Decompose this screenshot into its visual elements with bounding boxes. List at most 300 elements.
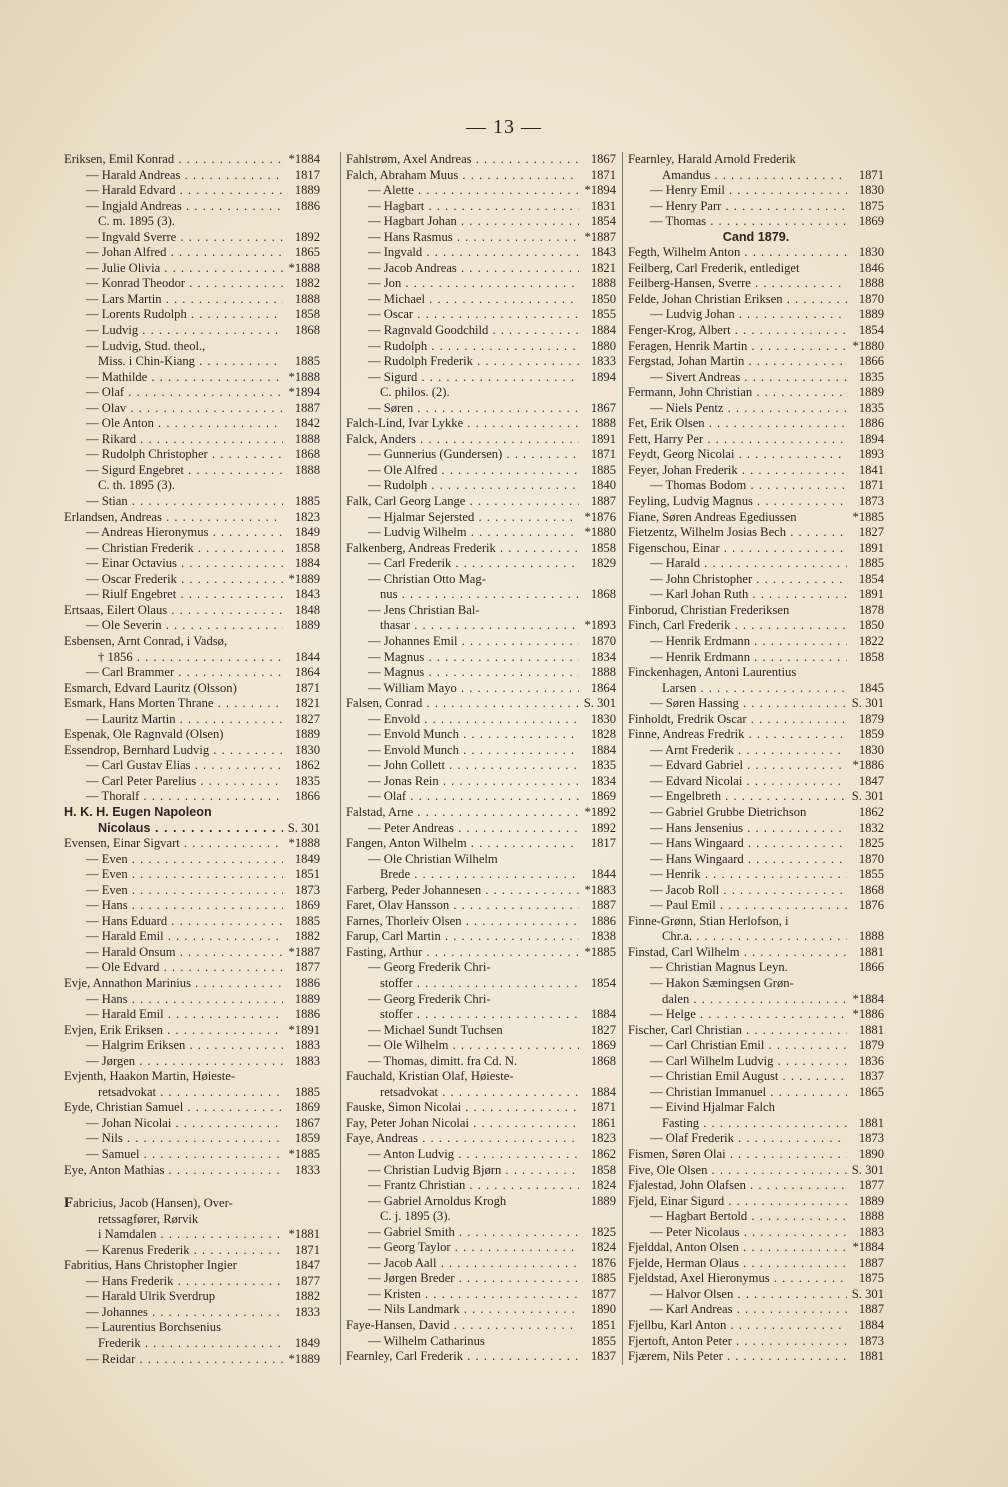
entry-name: — Stian . . . bbox=[64, 494, 283, 510]
entry-name: Finch, Carl Frederik . . . bbox=[628, 618, 847, 634]
entry-year: 1892 bbox=[590, 820, 616, 835]
entry-year: 1881 bbox=[858, 1349, 884, 1364]
entry-year: 1827 bbox=[590, 1022, 616, 1037]
entry-name: — Riulf Engebret . . . bbox=[64, 587, 283, 603]
register-entry bbox=[64, 230, 320, 246]
register-entry bbox=[64, 556, 320, 572]
entry-name: — Carl Frederik . . . bbox=[346, 556, 579, 572]
entry-year: 1817 bbox=[590, 836, 616, 851]
register-entry bbox=[628, 1334, 884, 1350]
entry-year: 1877 bbox=[858, 1178, 884, 1193]
entry-year: 1837 bbox=[590, 1349, 616, 1364]
entry-name: — Ragnvald Goodchild . . . bbox=[346, 323, 579, 339]
entry-name: Feilberg-Hansen, Sverre . . . bbox=[628, 276, 847, 292]
entry-year: 1880 bbox=[590, 338, 616, 353]
register-entry bbox=[64, 447, 320, 463]
entry-year: 1884 bbox=[590, 323, 616, 338]
entry-year: 1871 bbox=[858, 478, 884, 493]
entry-year: S. 301 bbox=[851, 696, 884, 711]
entry-year: 1866 bbox=[294, 789, 320, 804]
register-entry bbox=[64, 650, 320, 666]
entry-year: 1889 bbox=[858, 385, 884, 400]
entry-year: 1886 bbox=[294, 1007, 320, 1022]
entry-name: Fauchald, Kristian Olaf, Høieste- bbox=[346, 1069, 514, 1084]
entry-name: — Gabriel Arnoldus Krogh bbox=[368, 1193, 507, 1208]
register-entry bbox=[346, 1100, 616, 1116]
entry-name: — Ingvald Sverre . . . bbox=[64, 230, 283, 246]
entry-year: 1884 bbox=[294, 556, 320, 571]
entry-year: 1870 bbox=[858, 851, 884, 866]
entry-name: — Sigurd Engebret . . . bbox=[64, 463, 283, 479]
register-entry bbox=[64, 152, 320, 168]
register-entry bbox=[64, 681, 320, 697]
entry-name: Eyde, Christian Samuel . . . bbox=[64, 1100, 283, 1116]
register-entry bbox=[346, 1349, 616, 1365]
entry-name: C. philos. (2). bbox=[380, 385, 450, 400]
entry-name: — Einar Octavius . . . bbox=[64, 556, 283, 572]
entry-year: 1881 bbox=[858, 1115, 884, 1130]
entry-year: 1851 bbox=[294, 867, 320, 882]
entry-year: *1881 bbox=[288, 1227, 320, 1242]
entry-name: Falch, Abraham Muus . . . bbox=[346, 168, 579, 184]
register-entry bbox=[628, 789, 884, 805]
entry-year: 1882 bbox=[294, 929, 320, 944]
entry-year: 1833 bbox=[294, 1304, 320, 1319]
entry-year: *1885 bbox=[852, 509, 884, 524]
entry-name: — Jacob Andreas . . . bbox=[346, 261, 579, 277]
entry-name: — Harald . . . bbox=[628, 556, 847, 572]
entry-name: Fangen, Anton Wilhelm . . . bbox=[346, 836, 579, 852]
column-3 bbox=[622, 152, 884, 1365]
register-entry bbox=[628, 929, 884, 945]
entry-name: — Michael . . . bbox=[346, 292, 579, 308]
register-entry bbox=[346, 1256, 616, 1272]
entry-name: Chr.a. . . . bbox=[628, 929, 847, 945]
entry-name: — Gabriel Smith . . . bbox=[346, 1225, 579, 1241]
entry-year: 1830 bbox=[858, 245, 884, 260]
register-entry bbox=[64, 852, 320, 868]
register-entry bbox=[628, 898, 884, 914]
register-entry bbox=[628, 1131, 884, 1147]
register-entry bbox=[346, 152, 616, 168]
entry-year: 1841 bbox=[858, 462, 884, 477]
entry-year: 1871 bbox=[858, 167, 884, 182]
register-entry bbox=[346, 245, 616, 261]
register-entry bbox=[346, 681, 616, 697]
entry-year: 1890 bbox=[858, 1147, 884, 1161]
entry-name: stoffer . . . bbox=[346, 976, 579, 992]
entry-name: Fasting . . . bbox=[628, 1116, 847, 1132]
entry-year: 1854 bbox=[590, 214, 616, 229]
entry-name: Fietzentz, Wilhelm Josias Bech . . . bbox=[628, 525, 847, 541]
register-entry bbox=[64, 261, 320, 277]
entry-year: 1888 bbox=[294, 462, 320, 477]
entry-name: Evjenth, Haakon Martin, Høieste- bbox=[64, 1069, 236, 1084]
entry-year: 1832 bbox=[858, 820, 884, 835]
entry-name: — Olaf . . . bbox=[64, 385, 283, 401]
entry-name: — Peter Nicolaus . . . bbox=[628, 1225, 847, 1241]
entry-year: 1842 bbox=[294, 416, 320, 431]
entry-name: Finholdt, Fredrik Oscar . . . bbox=[628, 712, 847, 728]
register-entry bbox=[628, 758, 884, 774]
entry-name: — Christian Ludvig Bjørn . . . bbox=[346, 1163, 579, 1179]
entry-year: 1824 bbox=[590, 1240, 616, 1255]
entry-name: C. m. 1895 (3). bbox=[98, 214, 175, 229]
register-entry bbox=[64, 1023, 320, 1039]
register-entry bbox=[346, 914, 616, 930]
entry-name: — Søren Hassing . . . bbox=[628, 696, 847, 712]
register-entry bbox=[628, 945, 884, 961]
register-entry bbox=[64, 914, 320, 930]
register-entry bbox=[346, 261, 616, 277]
register-entry bbox=[628, 556, 884, 572]
entry-year: S. 301 bbox=[851, 789, 884, 804]
register-entry bbox=[64, 743, 320, 759]
register-entry bbox=[346, 1178, 616, 1194]
entry-name: Fjærem, Nils Peter . . . bbox=[628, 1349, 847, 1365]
entry-name: — Johan Alfred . . . bbox=[64, 245, 283, 261]
entry-year: 1835 bbox=[858, 400, 884, 415]
entry-name: Fet, Erik Olsen . . . bbox=[628, 416, 847, 432]
entry-year: 1889 bbox=[858, 1193, 884, 1208]
entry-name: † 1856 . . . bbox=[64, 650, 283, 666]
entry-year: *1886 bbox=[852, 1007, 884, 1022]
register-entry bbox=[64, 1100, 320, 1116]
register-entry bbox=[628, 1147, 884, 1163]
register-entry bbox=[628, 385, 884, 401]
register-entry bbox=[628, 245, 884, 261]
register-entry bbox=[628, 774, 884, 790]
register-entry bbox=[628, 821, 884, 837]
entry-year: 1843 bbox=[294, 587, 320, 602]
entry-year: 1849 bbox=[294, 525, 320, 540]
register-entry bbox=[346, 774, 616, 790]
entry-name: — Anton Ludvig . . . bbox=[346, 1147, 579, 1163]
entry-year: 1875 bbox=[858, 198, 884, 213]
entry-name: Figenschou, Einar . . . bbox=[628, 541, 847, 557]
entry-year: 1884 bbox=[590, 742, 616, 757]
register-entry bbox=[346, 401, 616, 417]
register-entry bbox=[64, 603, 320, 619]
register-entry bbox=[64, 168, 320, 184]
register-entry bbox=[64, 525, 320, 541]
entry-name: — Halgrim Eriksen . . . bbox=[64, 1038, 283, 1054]
entry-year: 1855 bbox=[590, 1333, 616, 1348]
entry-name: — Lorents Rudolph . . . bbox=[64, 307, 283, 323]
entry-name: — Hagbart Bertold . . . bbox=[628, 1209, 847, 1225]
register-entry bbox=[346, 447, 616, 463]
register-entry bbox=[346, 945, 616, 961]
register-entry bbox=[628, 1023, 884, 1039]
entry-year: 1830 bbox=[858, 183, 884, 198]
register-entry bbox=[628, 1194, 884, 1210]
entry-year: 1833 bbox=[294, 1162, 320, 1177]
entry-name: — Henrik Erdmann . . . bbox=[628, 650, 847, 666]
entry-year: 1883 bbox=[858, 1224, 884, 1239]
entry-name: — Even . . . bbox=[64, 883, 283, 899]
entry-year: 1873 bbox=[858, 494, 884, 509]
register-entry bbox=[346, 727, 616, 743]
entry-name: — Olaf . . . bbox=[346, 789, 579, 805]
entry-name: Farnes, Thorleiv Olsen . . . bbox=[346, 914, 579, 930]
entry-year: 1888 bbox=[590, 276, 616, 291]
entry-name: — Christian Otto Mag- bbox=[368, 571, 486, 586]
entry-name: — Georg Frederik Chri- bbox=[368, 960, 491, 975]
register-entry bbox=[64, 898, 320, 914]
entry-name: — Gabriel Grubbe Dietrichson bbox=[650, 804, 807, 819]
entry-name: — Hans . . . bbox=[64, 992, 283, 1008]
entry-name: — Magnus . . . bbox=[346, 665, 579, 681]
entry-year: 1827 bbox=[294, 711, 320, 726]
entry-name: — Karenus Frederik . . . bbox=[64, 1243, 283, 1259]
register-entry bbox=[628, 727, 884, 743]
entry-name: — Thomas . . . bbox=[628, 214, 847, 230]
entry-year: 1879 bbox=[858, 1038, 884, 1053]
entry-year: 1831 bbox=[590, 198, 616, 213]
register-entry bbox=[64, 183, 320, 199]
entry-name: Esmarch, Edvard Lauritz (Olsson) bbox=[64, 680, 237, 695]
entry-name: — Jon . . . bbox=[346, 276, 579, 292]
register-entry bbox=[346, 1131, 616, 1147]
entry-year: 1889 bbox=[858, 307, 884, 322]
entry-name: Feragen, Henrik Martin . . . bbox=[628, 339, 847, 355]
entry-year: *1889 bbox=[288, 1351, 320, 1366]
entry-name: — Hans . . . bbox=[64, 898, 283, 914]
register-entry bbox=[628, 1007, 884, 1023]
entry-name: Farup, Carl Martin . . . bbox=[346, 929, 579, 945]
entry-name: — Kristen . . . bbox=[346, 1287, 579, 1303]
entry-year: 1882 bbox=[294, 276, 320, 291]
register-entry bbox=[346, 525, 616, 541]
entry-year: 1861 bbox=[590, 1115, 616, 1130]
register-entry bbox=[64, 432, 320, 448]
entry-name: — Reidar . . . bbox=[64, 1352, 283, 1368]
entry-year: 1862 bbox=[294, 758, 320, 773]
entry-name: Falk, Carl Georg Lange . . . bbox=[346, 494, 579, 510]
entry-name: — Carl Peter Parelius . . . bbox=[64, 774, 283, 790]
entry-name: Fegth, Wilhelm Anton . . . bbox=[628, 245, 847, 261]
register-entry bbox=[628, 1240, 884, 1256]
entry-name: — Julie Olivia . . . bbox=[64, 261, 283, 277]
entry-year: 1893 bbox=[858, 447, 884, 462]
entry-name: Felde, Johan Christian Eriksen . . . bbox=[628, 292, 847, 308]
entry-year: 1869 bbox=[590, 789, 616, 804]
entry-year: 1885 bbox=[858, 556, 884, 571]
entry-name: C. th. 1895 (3). bbox=[98, 478, 175, 493]
entry-year: 1862 bbox=[590, 1147, 616, 1161]
register-entry bbox=[346, 230, 616, 246]
entry-name: — Wilhelm Catharinus bbox=[368, 1333, 485, 1348]
entry-name: — Hagbart . . . bbox=[346, 199, 579, 215]
entry-name: — Henry Emil . . . bbox=[628, 183, 847, 199]
register-entry bbox=[346, 1054, 616, 1070]
entry-year: *1886 bbox=[852, 758, 884, 773]
entry-year: 1858 bbox=[590, 1162, 616, 1177]
entry-year: 1871 bbox=[294, 680, 320, 695]
entry-year: *1893 bbox=[584, 618, 616, 633]
entry-year: *1887 bbox=[584, 229, 616, 244]
register-entry bbox=[628, 354, 884, 370]
entry-name: Fergstad, Johan Martin . . . bbox=[628, 354, 847, 370]
register-entry bbox=[346, 1287, 616, 1303]
entry-name: Fasting, Arthur . . . bbox=[346, 945, 579, 961]
register-entry bbox=[346, 1007, 616, 1023]
register-entry bbox=[628, 1256, 884, 1272]
entry-name: — Christian Immanuel . . . bbox=[628, 1085, 847, 1101]
column-1 bbox=[64, 152, 320, 1367]
entry-name: — Mathilde . . . bbox=[64, 370, 283, 386]
register-entry bbox=[64, 618, 320, 634]
register-entry bbox=[346, 929, 616, 945]
entry-year: *1892 bbox=[584, 804, 616, 819]
entry-year: 1885 bbox=[294, 494, 320, 509]
register-entry bbox=[64, 696, 320, 712]
entry-name: Falck, Anders . . . bbox=[346, 432, 579, 448]
register-entry bbox=[628, 276, 884, 292]
register-entry bbox=[64, 1212, 320, 1228]
entry-year: *1894 bbox=[288, 385, 320, 400]
entry-name: — Ole Edvard . . . bbox=[64, 960, 283, 976]
entry-year: 1870 bbox=[590, 633, 616, 648]
entry-year: 1888 bbox=[590, 416, 616, 431]
register-entry bbox=[628, 712, 884, 728]
register-entry bbox=[628, 1271, 884, 1287]
register-entry bbox=[64, 245, 320, 261]
entry-year: 1887 bbox=[590, 494, 616, 509]
entry-name: Evje, Annathon Marinius . . . bbox=[64, 976, 283, 992]
entry-name: — Ole Alfred . . . bbox=[346, 463, 579, 479]
entry-name: — Envold Munch . . . bbox=[346, 727, 579, 743]
register-entry bbox=[346, 1085, 616, 1101]
entry-year: 1830 bbox=[590, 711, 616, 726]
entry-name: nus . . . bbox=[346, 587, 579, 603]
entry-name: — Ingjald Andreas . . . bbox=[64, 199, 283, 215]
register-entry bbox=[628, 1225, 884, 1241]
entry-name: — Rudolph Frederik . . . bbox=[346, 354, 579, 370]
entry-year: 1885 bbox=[590, 462, 616, 477]
entry-name: Amandus . . . bbox=[628, 168, 847, 184]
entry-year: 1847 bbox=[858, 773, 884, 788]
entry-year: 1883 bbox=[294, 1038, 320, 1053]
entry-name: Faret, Olav Hansson . . . bbox=[346, 898, 579, 914]
entry-name: — Rudolph . . . bbox=[346, 478, 579, 494]
register-entry bbox=[64, 634, 320, 650]
register-entry bbox=[64, 1289, 320, 1305]
register-entry bbox=[64, 1085, 320, 1101]
entry-year: 1886 bbox=[294, 975, 320, 990]
register-entry bbox=[628, 1287, 884, 1303]
register-entry bbox=[628, 1209, 884, 1225]
entry-name: Feilberg, Carl Frederik, entlediget bbox=[628, 260, 800, 275]
register-entry bbox=[64, 276, 320, 292]
entry-year: 1835 bbox=[858, 369, 884, 384]
entry-name: — Harald Ulrik Sverdrup bbox=[86, 1289, 216, 1304]
entry-year: *1880 bbox=[584, 525, 616, 540]
register-entry bbox=[628, 743, 884, 759]
entry-year: 1888 bbox=[858, 1209, 884, 1224]
entry-year: 1844 bbox=[294, 649, 320, 664]
register-entry bbox=[346, 1302, 616, 1318]
entry-name: Faye, Andreas . . . bbox=[346, 1131, 579, 1147]
entry-year: 1873 bbox=[858, 1333, 884, 1348]
entry-year: 1867 bbox=[590, 400, 616, 415]
entry-year: 1887 bbox=[858, 1255, 884, 1270]
entry-name: — Michael Sundt Tuchsen bbox=[368, 1022, 503, 1037]
register-entry bbox=[628, 852, 884, 868]
register-entry bbox=[346, 883, 616, 899]
entry-name: — Carl Christian Emil . . . bbox=[628, 1038, 847, 1054]
register-entry bbox=[346, 960, 616, 976]
register-entry bbox=[64, 354, 320, 370]
register-entry bbox=[346, 976, 616, 992]
entry-year: 1876 bbox=[590, 1255, 616, 1270]
register-entry bbox=[346, 276, 616, 292]
register-entry bbox=[346, 354, 616, 370]
register-entry bbox=[628, 541, 884, 557]
entry-year: 1867 bbox=[294, 1115, 320, 1130]
entry-year: 1869 bbox=[590, 1038, 616, 1053]
entry-year: *1888 bbox=[288, 369, 320, 384]
entry-name: — Oscar Frederik . . . bbox=[64, 572, 283, 588]
entry-year: 1817 bbox=[294, 167, 320, 182]
entry-year: 1849 bbox=[294, 851, 320, 866]
entry-name: — Harald Emil . . . bbox=[64, 1007, 283, 1023]
entry-name: — Envold Munch . . . bbox=[346, 743, 579, 759]
entry-name: Falch-Lind, Ivar Lykke . . . bbox=[346, 416, 579, 432]
register-entry bbox=[346, 603, 616, 619]
entry-year: 1862 bbox=[858, 804, 884, 819]
register-entry bbox=[628, 292, 884, 308]
register-entry bbox=[628, 370, 884, 386]
entry-year: 1888 bbox=[858, 276, 884, 291]
entry-name: Evjen, Erik Eriksen . . . bbox=[64, 1023, 283, 1039]
entry-name: — Nils . . . bbox=[64, 1131, 283, 1147]
entry-year: 1822 bbox=[858, 633, 884, 648]
register-entry bbox=[628, 1038, 884, 1054]
entry-name: — Halvor Olsen . . . bbox=[628, 1287, 847, 1303]
entry-year: 1864 bbox=[294, 665, 320, 680]
entry-name: Fauske, Simon Nicolai . . . bbox=[346, 1100, 579, 1116]
entry-year: 1885 bbox=[590, 1271, 616, 1286]
register-entry bbox=[628, 401, 884, 417]
entry-year: 1854 bbox=[590, 975, 616, 990]
entry-year: 1882 bbox=[294, 1289, 320, 1304]
entry-name: Fearnley, Harald Arnold Frederik bbox=[628, 152, 796, 166]
register-entry bbox=[64, 587, 320, 603]
entry-year: 1875 bbox=[858, 1271, 884, 1286]
section-gap bbox=[64, 1178, 320, 1196]
register-entry bbox=[346, 572, 616, 588]
entry-name: Fett, Harry Per . . . bbox=[628, 432, 847, 448]
register-entry bbox=[64, 1147, 320, 1163]
entry-year: 1868 bbox=[294, 323, 320, 338]
entry-year: 1889 bbox=[294, 991, 320, 1006]
register-entry bbox=[64, 1116, 320, 1132]
register-entry bbox=[628, 199, 884, 215]
register-entry bbox=[346, 183, 616, 199]
entry-year: 1877 bbox=[294, 960, 320, 975]
register-entry bbox=[346, 370, 616, 386]
entry-year: 1827 bbox=[858, 525, 884, 540]
register-entry bbox=[628, 214, 884, 230]
entry-year: 1885 bbox=[294, 913, 320, 928]
entry-year: 1889 bbox=[294, 618, 320, 633]
register-entry bbox=[628, 510, 884, 526]
entry-year: 1850 bbox=[590, 291, 616, 306]
entry-year: 1887 bbox=[590, 898, 616, 913]
register-entry bbox=[64, 307, 320, 323]
register-entry bbox=[64, 572, 320, 588]
